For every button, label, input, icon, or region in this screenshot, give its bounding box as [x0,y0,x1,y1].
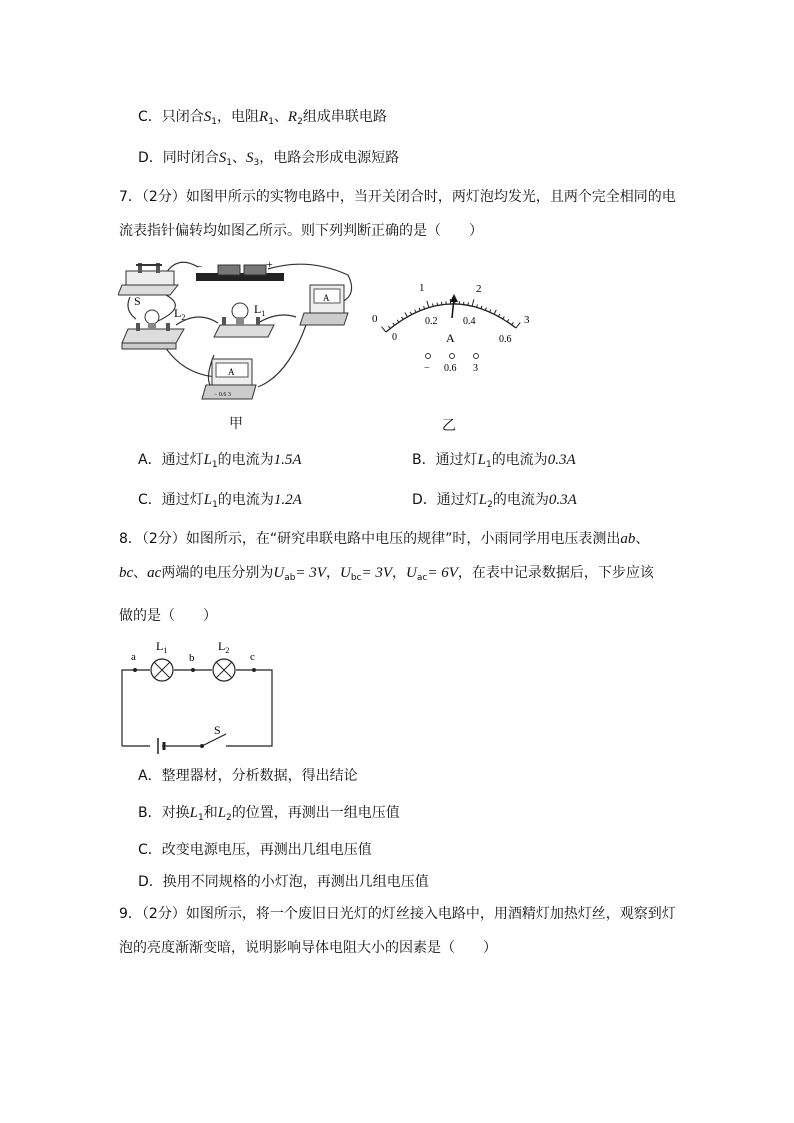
scale-top-3: 3 [524,314,530,326]
q8-option-b [138,803,400,828]
switch-pivot [200,744,204,748]
symbol-sub: 1 [211,460,218,470]
node-c [252,668,256,672]
q6-option-d-text: ，电路会形成电源短路 [259,150,400,166]
value-uac: = 6V [427,565,458,581]
symbol-sub: 3 [253,158,260,168]
symbol-l1: L [189,805,198,821]
symbol-sub: 1 [211,117,218,127]
symbol-sub: 1 [268,117,274,127]
terminal-0-6-label: 0.6 [444,363,457,374]
node-b [191,668,195,672]
q7-figure-physical-circuit [118,255,368,415]
symbol-u: U [339,565,351,581]
dial-tick [481,306,482,309]
symbol-sub: bc [350,573,362,583]
symbol-bc: bc [119,565,134,581]
option-value: 0.3A [548,492,577,508]
figure-caption-jia: 甲 [229,416,243,432]
option-value: 0.3A [547,452,576,468]
q8-option-c: C．改变电源电压，再测出几组电压值 [138,842,372,858]
q6-option-c-text: 组成串联电路 [302,109,387,125]
value-uab: = 3V [295,565,326,581]
symbol-sub: ac [416,573,428,583]
dial-tick [405,313,407,317]
dial-tick [437,302,438,305]
q9-stem-line2: 泡的亮度渐渐变暗，说明影响导体电阻大小的因素是（ ） [119,940,497,956]
symbol-r1: R [259,109,269,125]
q7-figure-ammeter-dial [366,276,536,376]
symbol-s1: S [218,150,227,166]
dial-tick [498,314,499,317]
separator: 、 [232,150,247,166]
terminal-minus [426,354,431,359]
dial-tick [503,316,505,319]
q6-option-c-text: C．只闭合 [138,109,204,125]
label-a: a [131,651,136,663]
meter1-label: A [323,293,330,303]
dial-tick [494,310,496,314]
dial-tick [381,327,386,332]
symbol-ab: ab [620,531,636,547]
symbol-u: U [273,565,285,581]
separator: 、 [133,565,148,581]
terminal-0-6 [450,354,455,359]
dial-tick [424,306,425,309]
q8-option-a: A．整理器材，分析数据，得出结论 [138,768,358,784]
dial-tick [485,308,486,311]
option-text: 的电流为 [217,452,274,468]
symbol-u: U [406,565,417,581]
option-text: A．通过灯 [138,452,204,468]
scale-top-0: 0 [372,313,378,325]
option-text: B．对换 [138,805,190,821]
option-text: D．通过灯 [412,492,479,508]
option-text: 的电流为 [217,492,274,508]
q7-option-b [412,450,576,475]
symbol-l: L [203,492,213,508]
q8-stem-line3: 做的是（ ） [119,608,217,624]
scale-bottom-0: 0 [392,332,397,343]
figure-caption-yi: 乙 [442,418,456,434]
scale-top-1: 1 [419,282,425,294]
option-text: 的位置，再测出一组电压值 [231,805,400,821]
q7-stem-line1: 7．（2分）如图甲所示的实物电路中，当开关闭合时，两灯泡均发光，且两个完全相同的电 [119,189,676,205]
terminal-3-label: 3 [473,363,478,374]
q8-stem-text: ，在表中记录数据后，下步应该 [457,565,654,581]
option-text: B．通过灯 [412,452,478,468]
scale-top-2: 2 [476,283,482,295]
symbol-sub: 1 [197,813,204,823]
symbol-sub: 2 [226,813,232,823]
label-b: b [189,652,195,664]
option-value: 1.2A [273,492,302,508]
dial-tick [516,322,520,328]
q7-stem-line2: 流表指针偏转均如图乙所示。则下列判断正确的是（ ） [119,223,483,239]
symbol-r2: R [287,109,298,125]
symbol-l: L [478,492,488,508]
separator: ， [392,565,407,581]
dial-tick [490,309,491,312]
terminal-minus-label: − [424,363,430,374]
label-c: c [250,651,255,663]
dial-tick [507,319,509,322]
meter2-terminals: − 0.6 3 [214,392,231,398]
symbol-l2: L [217,805,227,821]
needle-head [450,294,458,302]
lamp2-label: $L_2$ [174,306,186,322]
symbol-sub: ab [284,573,296,583]
q9-stem-line1: 9．（2分）如图所示，将一个废旧日光灯的灯丝接入电路中，用酒精灯加热灯丝，观察到灯 [119,906,676,922]
q7-option-d [412,490,577,515]
q6-option-d [138,148,399,173]
lamp1-label: $L_1$ [254,302,266,318]
dial-tick [397,320,399,322]
q7-option-a [138,450,302,475]
symbol-l: L [203,452,212,468]
dial-unit: A [446,331,455,345]
separator: 、 [635,531,650,547]
meter2-label: A [228,367,235,377]
q6-option-c-text: ，电阻 [217,109,260,125]
symbol-s3: S [246,150,254,166]
value-ubc: = 3V [361,565,393,581]
separator: 、 [273,109,288,125]
dial-tick [427,301,429,308]
dial-tick [472,299,474,306]
scale-bottom-0-4: 0.4 [463,316,476,327]
label-l1: $L_1$ [156,639,168,655]
node-a [133,668,137,672]
symbol-sub: 1 [226,158,233,168]
dial-tick [415,310,416,313]
symbol-ac: ac [147,565,162,581]
label-l2: $L_2$ [218,639,230,655]
switch-label: S [134,294,141,308]
q8-stem-line2 [119,563,654,588]
q6-option-c [138,107,387,132]
symbol-s: S [203,109,212,125]
scale-bottom-0-2: 0.2 [425,316,438,327]
option-text: 的电流为 [492,492,549,508]
symbol-l: L [477,452,486,468]
battery-plus-label: + [266,257,273,271]
symbol-sub: 2 [487,500,493,510]
dial-tick [410,312,411,315]
label-switch: S [214,723,221,737]
option-text: 的电流为 [491,452,548,468]
q8-stem-text: 8．（2分）如图所示，在“研究串联电路中电压的规律”时，小雨同学用电压表测出 [119,531,621,547]
q8-stem-line1 [119,529,649,549]
terminal-3 [474,354,479,359]
option-text: C．通过灯 [138,492,204,508]
dial-tick [419,308,420,311]
dial-tick [468,302,469,305]
option-value: 1.5A [273,452,302,468]
dial-tick [512,322,514,324]
q8-option-d: D．换用不同规格的小灯泡，再测出几组电压值 [138,874,429,890]
symbol-sub: 1 [212,500,218,510]
option-text: 和 [203,805,218,821]
dial-tick [388,326,390,328]
q8-figure-series-circuit [118,634,278,754]
dial-tick [402,317,404,320]
symbol-sub: 2 [297,117,303,127]
dial-tick [393,323,395,325]
separator: ， [325,565,340,581]
battery-minus-label: − [196,261,203,273]
q6-option-d-text: D．同时闭合 [138,150,219,166]
symbol-sub: 1 [485,460,492,470]
q7-option-c [138,490,302,515]
q8-stem-text: 两端的电压分别为 [161,565,274,581]
dial-tick [432,303,433,306]
scale-bottom-0-6: 0.6 [499,334,512,345]
